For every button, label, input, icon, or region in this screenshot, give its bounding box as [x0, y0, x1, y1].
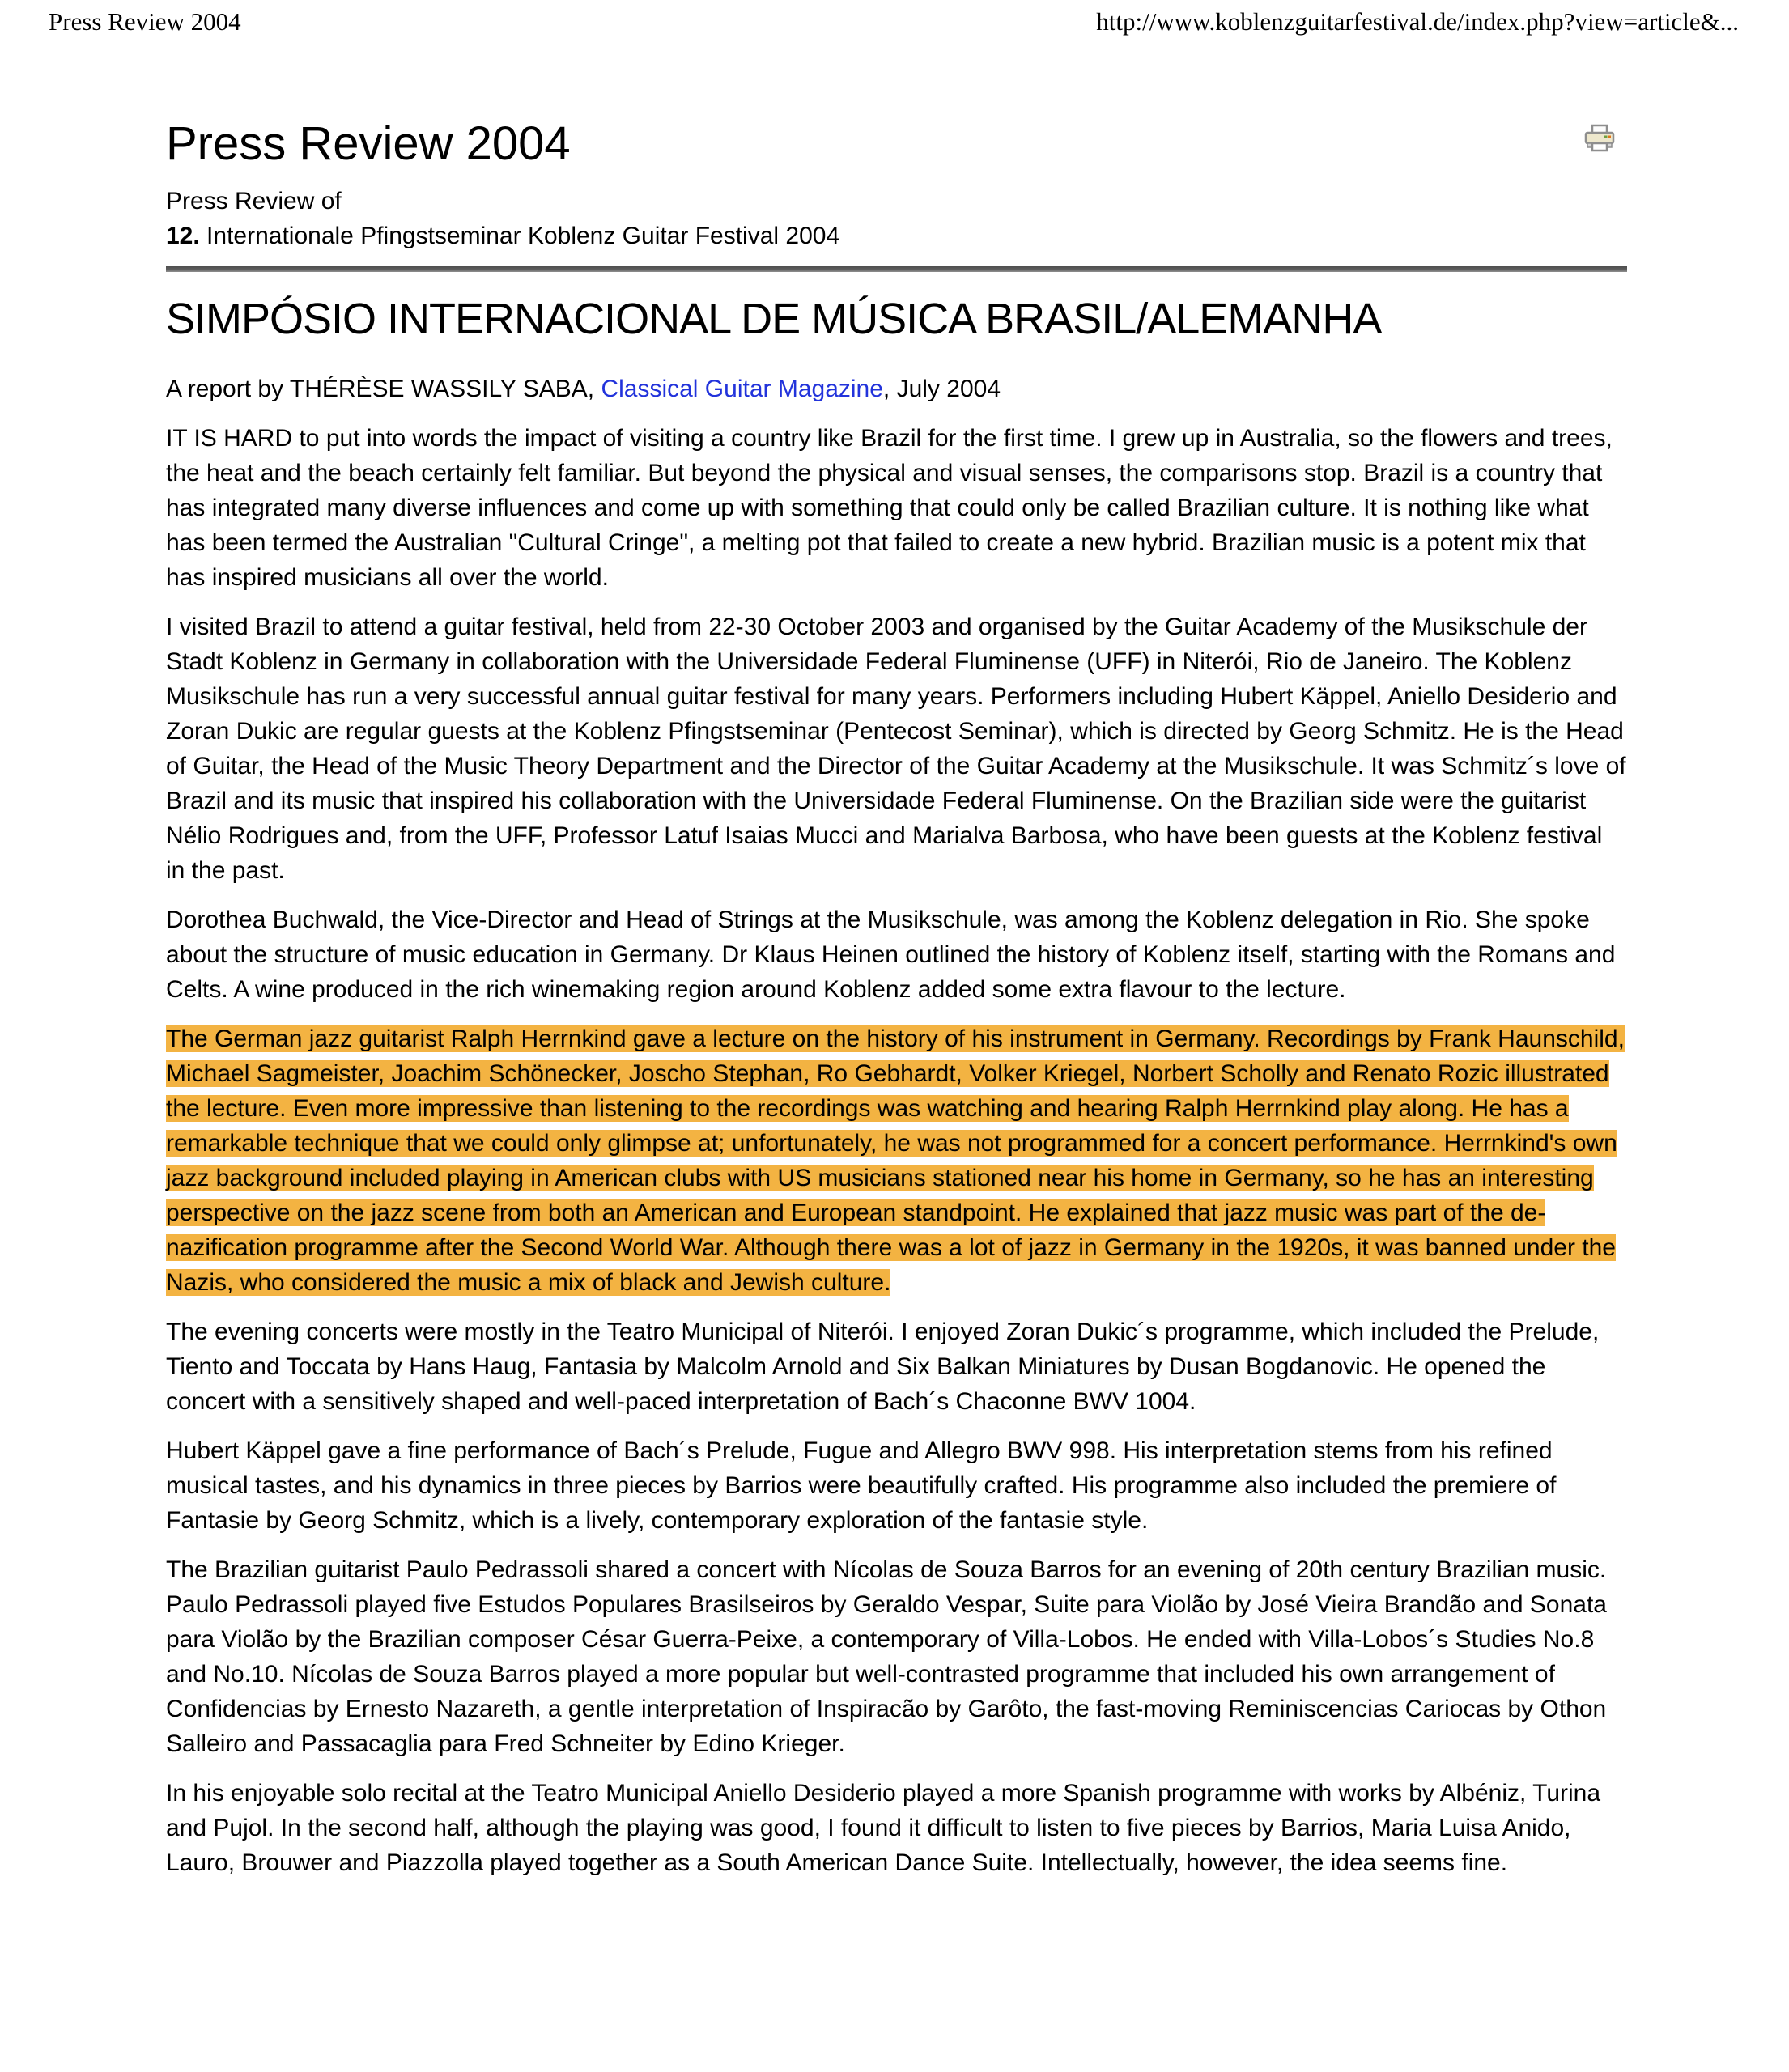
page-subtitle: Press Review of	[166, 187, 342, 214]
print-header-url: http://www.koblenzguitarfestival.de/index.php?view=article&...	[1096, 7, 1739, 36]
page-head	[166, 117, 1627, 253]
byline-link[interactable]: Classical Guitar Magazine	[601, 375, 883, 402]
byline-prefix: A report by THÉRÈSE WASSILY SABA,	[166, 375, 601, 402]
byline-suffix: , July 2004	[882, 375, 1001, 402]
page-subtitle-issue	[166, 219, 1627, 253]
paragraph-7: The Brazilian guitarist Paulo Pedrassoli shared a concert with Nícolas de Souza Barros for an evening of 20th century Brazilian music. Paulo Pedrassoli played five Estudos Populares Brasilseiros by Geraldo Vespar, Suite para Violão by José Vieira Brandão and Sonata para Violão by the Brazilian composer César Guerra-Peixe, a contemporary of Villa-Lobos. He ended with Villa-Lobos´s Studies No.8 and No.10. Nícolas de Souza Barros played a more popular but well-contrasted programme that included his own arrangement of Confidencias by Ernesto Nazareth, a gentle interpretation of Inspiracão by Garôto, the fast-moving Reminiscencias Cariocas by Othon Salleiro and Passacaglia para Fred Schneiter by Edino Krieger.	[166, 1556, 1607, 1757]
highlight-span: The German jazz guitarist Ralph Herrnkind gave a lecture on the history of his instrument in Germany. Recordings by Frank Haunschild, Michael Sagmeister, Joachim Schönecker, Joscho Stephan, Ro Gebhardt, Volker Kriegel, Norbert Scholly and Renato Rozic illustrated the lecture. Even more impressive than listening to the recordings was watching and hearing Ralph Herrnkind play along. He has a remarkable technique that we could only glimpse at; unfortunately, he was not programmed for a concert performance. Herrnkind's own jazz background included playing in American clubs with US musicians stationed near his home in Germany, so he has an interesting perspective on the jazz scene from both an American and European standpoint. He explained that jazz music was part of the de-nazification programme after the Second World War. Although there was a lot of jazz in Germany in the 1920s, it was banned under the Nazis, who considered the music a mix of black and Jewish culture.	[166, 1025, 1625, 1296]
issue-number: 12.	[166, 222, 200, 249]
paragraph-8: In his enjoyable solo recital at the Teatro Municipal Aniello Desiderio played a more Spanish programme with works by Albéniz, Turina and Pujol. In the second half, although the playing was good, I found it difficult to listen to five pieces by Barrios, Maria Luisa Anido, Lauro, Brouwer and Piazzolla played together as a South American Dance Suite. Intellectually, however, the idea seems fine.	[166, 1779, 1601, 1876]
byline	[166, 372, 1627, 406]
issue-text: Internationale Pfingstseminar Koblenz Guitar Festival 2004	[199, 222, 840, 249]
paragraph-6: Hubert Käppel gave a fine performance of Bach´s Prelude, Fugue and Allegro BWV 998. His interpretation stems from his refined musical tastes, and his dynamics in three pieces by Barrios were beautifully crafted. His programme also included the premiere of Fantasie by Georg Schmitz, which is a lively, contemporary exploration of the fantasie style.	[166, 1437, 1557, 1534]
paragraph-2: I visited Brazil to attend a guitar festival, held from 22-30 October 2003 and organised by the Guitar Academy of the Musikschule der Stadt Koblenz in Germany in collaboration with the Universidade Federal Fluminense (UFF) in Niterói, Rio de Janeiro. The Koblenz Musikschule has run a very successful annual guitar festival for many years. Performers including Hubert Käppel, Aniello Desiderio and Zoran Dukic are regular guests at the Koblenz Pfingstseminar (Pentecost Seminar), which is directed by Georg Schmitz. He is the Head of Guitar, the Head of the Music Theory Department and the Director of the Guitar Academy at the Musikschule. It was Schmitz´s love of Brazil and its music that inspired his collaboration with the Universidade Federal Fluminense. On the Brazilian side were the guitarist Nélio Rodrigues and, from the UFF, Professor Latuf Isaias Mucci and Marialva Barbosa, who have been guests at the Koblenz festival in the past.	[166, 613, 1626, 884]
paragraph-4-highlighted	[166, 1021, 1627, 1300]
paragraph-3: Dorothea Buchwald, the Vice-Director and Head of Strings at the Musikschule, was among the Koblenz delegation in Rio. She spoke about the structure of music education in Germany. Dr Klaus Heinen outlined the history of Koblenz itself, starting with the Romans and Celts. A wine produced in the rich winemaking region around Koblenz added some extra flavour to the lecture.	[166, 906, 1616, 1003]
page-content	[166, 117, 1627, 1895]
printer-icon	[1583, 123, 1616, 155]
paragraph-5: The evening concerts were mostly in the Teatro Municipal of Niterói. I enjoyed Zoran Dukic´s programme, which included the Prelude, Tiento and Toccata by Hans Haug, Fantasia by Malcolm Arnold and Six Balkan Miniatures by Dusan Bogdanovic. He opened the concert with a sensitively shaped and well-paced interpretation of Bach´s Chaconne BWV 1004.	[166, 1318, 1600, 1415]
print-button[interactable]	[1583, 123, 1616, 155]
print-header	[49, 6, 1739, 37]
paragraph-1: IT IS HARD to put into words the impact of visiting a country like Brazil for the first time. I grew up in Australia, so the flowers and trees, the heat and the beach certainly felt familiar. But beyond the physical and visual senses, the comparisons stop. Brazil is a country that has integrated many diverse influences and come up with something that could only be called Brazilian culture. It is nothing like what has been termed the Australian "Cultural Cringe", a melting pot that failed to create a new hybrid. Brazilian music is a potent mix that has inspired musicians all over the world.	[166, 424, 1613, 591]
print-header-title: Press Review 2004	[49, 7, 241, 36]
divider	[166, 266, 1627, 272]
article-title: SIMPÓSIO INTERNACIONAL DE MÚSICA BRASIL/ALEMANHA	[166, 294, 1382, 343]
page-title: Press Review 2004	[166, 117, 571, 170]
